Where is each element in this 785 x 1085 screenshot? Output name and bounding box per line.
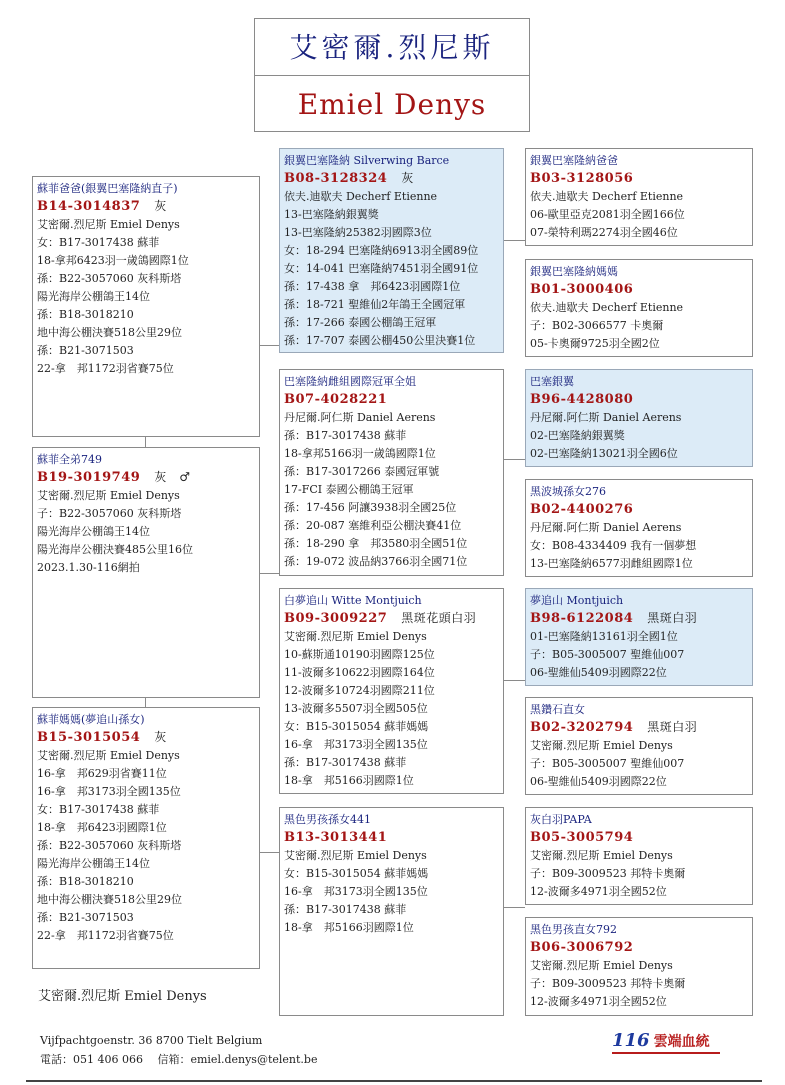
card-line: 16-拿 邦3173羽全國135位	[284, 738, 428, 751]
card-line: 孫：B17-3017438 蘇菲	[284, 756, 407, 769]
card-line: 子：B09-3009523 邦特卡奧爾	[530, 867, 686, 880]
ring-number: B03-3128056	[530, 171, 634, 186]
ring-number: B14-3014837 灰	[37, 199, 167, 214]
card-line: 子：B05-3005007 聖維仙007	[530, 648, 685, 661]
card-line: 2023.1.30-116網拍	[37, 561, 140, 574]
connector-line	[504, 459, 525, 460]
card-line: 孫：17-707 泰國公棚450公里決賽1位	[284, 334, 476, 347]
card-line: 02-巴塞隆納銀翼獎	[530, 429, 625, 442]
card-title: 銀翼巴塞隆納 Silverwing Barce	[284, 154, 450, 167]
ring-number: B15-3015054 灰	[37, 730, 167, 745]
card-title: 蘇菲爸爸(銀翼巴塞隆納直子)	[37, 182, 178, 195]
pedigree-card-gp4	[525, 479, 753, 577]
card-line: 16-拿 邦3173羽全國135位	[284, 885, 428, 898]
card-title: 巴塞銀翼	[530, 375, 574, 388]
card-line: 22-拿 邦1172羽省賽75位	[37, 929, 174, 942]
pedigree-card-gp5	[525, 588, 753, 686]
card-line: 艾密爾.烈尼斯 Emiel Denys	[530, 739, 673, 752]
card-title: 蘇菲全弟749	[37, 453, 102, 466]
card-title: 黑波城孫女276	[530, 485, 606, 498]
card-line: 艾密爾.烈尼斯 Emiel Denys	[284, 849, 427, 862]
ring-number: B01-3000406	[530, 282, 634, 297]
card-line: 艾密爾.烈尼斯 Emiel Denys	[37, 749, 180, 762]
card-line: 18-拿 邦5166羽國際1位	[284, 774, 414, 787]
pedigree-card-dam	[279, 369, 504, 576]
card-line: 陽光海岸公棚決賽485公里16位	[37, 543, 193, 556]
ring-number: B13-3013441	[284, 830, 388, 845]
connector-line	[504, 240, 525, 241]
ring-number: B02-3202794 黑斑白羽	[530, 720, 698, 735]
card-line: 子：B02-3066577 卡奧爾	[530, 319, 664, 332]
card-line: 丹尼爾.阿仁斯 Daniel Aerens	[284, 411, 436, 424]
pedigree-card-gp1	[525, 148, 753, 246]
card-line: 孫：B17-3017438 蘇菲	[284, 429, 407, 442]
card-line: 05-卡奧爾9725羽全國2位	[530, 337, 660, 350]
breeder-signature: 艾密爾.烈尼斯 Emiel Denys	[38, 989, 207, 1004]
card-title: 巴塞隆納雌組國際冠軍全姐	[284, 375, 416, 388]
card-line: 孫：B21-3071503	[37, 911, 134, 924]
ring-number: B96-4428080	[530, 392, 634, 407]
card-line: 孫：B18-3018210	[37, 308, 134, 321]
card-line: 依夫.迪歇夫 Decherf Etienne	[530, 190, 684, 203]
card-line: 13-巴塞隆納6577羽雌組國際1位	[530, 557, 693, 570]
ring-number: B07-4028221	[284, 392, 388, 407]
pedigree-card-mate-dam	[279, 807, 504, 1016]
card-line: 孫：17-438 拿 邦6423羽國際1位	[284, 280, 461, 293]
card-line: 13-巴塞隆納25382羽國際3位	[284, 226, 432, 239]
card-line: 丹尼爾.阿仁斯 Daniel Aerens	[530, 411, 682, 424]
card-line: 孫：17-266 泰國公棚鴿王冠軍	[284, 316, 437, 329]
card-line: 女：B08-4334409 我有一個夢想	[530, 539, 697, 552]
card-title: 黑色男孩直女792	[530, 923, 617, 936]
pedigree-card-gp2	[525, 259, 753, 357]
card-line: 艾密爾.烈尼斯 Emiel Denys	[530, 959, 673, 972]
card-line: 女：B17-3017438 蘇菲	[37, 236, 160, 249]
pedigree-card-sire	[279, 148, 504, 353]
ring-number: B09-3009227 黑斑花頭白羽	[284, 611, 477, 626]
card-line: 孫：B22-3057060 灰科斯塔	[37, 272, 182, 285]
card-title: 黑鑽石直女	[530, 703, 585, 716]
pedigree-card-sibling	[32, 447, 260, 698]
card-line: 16-拿 邦3173羽全國135位	[37, 785, 181, 798]
footer-address: Vijfpachtgoenstr. 36 8700 Tielt Belgium	[40, 1034, 263, 1047]
card-line: 孫：18-290 拿 邦3580羽全國51位	[284, 537, 468, 550]
connector-line	[260, 852, 279, 853]
card-line: 13-波爾多5507羽全國505位	[284, 702, 428, 715]
card-line: 02-巴塞隆納13021羽全國6位	[530, 447, 678, 460]
bottom-divider	[26, 1080, 762, 1082]
card-line: 16-拿 邦629羽省賽11位	[37, 767, 167, 780]
card-line: 艾密爾.烈尼斯 Emiel Denys	[284, 630, 427, 643]
header-name-english: Emiel Denys	[254, 75, 530, 132]
connector-line	[260, 345, 279, 346]
card-line: 丹尼爾.阿仁斯 Daniel Aerens	[530, 521, 682, 534]
card-line: 06-聖維仙5409羽國際22位	[530, 775, 667, 788]
footer-contact: 電話：051 406 066 信箱：emiel.denys@telent.be	[40, 1053, 318, 1066]
card-line: 18-拿 邦5166羽國際1位	[284, 921, 414, 934]
card-title: 銀翼巴塞隆納媽媽	[530, 265, 618, 278]
card-line: 孫：19-072 波品納3766羽全國71位	[284, 555, 468, 568]
card-line: 18-拿邦5166羽一歲鴿國際1位	[284, 447, 436, 460]
card-line: 12-波爾多4971羽全國52位	[530, 885, 667, 898]
card-line: 地中海公棚決賽518公里29位	[37, 893, 182, 906]
card-line: 孫：B21-3071503	[37, 344, 134, 357]
logo-underline	[612, 1052, 720, 1054]
pedigree-card-mate-sire	[279, 588, 504, 794]
card-line: 12-波爾多10724羽國際211位	[284, 684, 435, 697]
ring-number: B19-3019749 灰 ♂	[37, 470, 191, 485]
card-line: 01-巴塞隆納13161羽全國1位	[530, 630, 678, 643]
card-line: 子：B09-3009523 邦特卡奧爾	[530, 977, 686, 990]
card-line: 孫：B17-3017438 蘇菲	[284, 903, 407, 916]
ring-number: B08-3128324 灰	[284, 171, 414, 186]
ring-number: B05-3005794	[530, 830, 634, 845]
connector-line	[504, 680, 525, 681]
card-line: 13-巴塞隆納銀翼獎	[284, 208, 379, 221]
card-line: 依夫.迪歇夫 Decherf Etienne	[530, 301, 684, 314]
header-name-chinese: 艾密爾.烈尼斯	[254, 18, 530, 76]
card-line: 孫：B22-3057060 灰科斯塔	[37, 839, 182, 852]
card-title: 白夢追山 Witte Montjuich	[284, 594, 422, 607]
card-line: 女：14-041 巴塞隆納7451羽全國91位	[284, 262, 479, 275]
card-line: 12-波爾多4971羽全國52位	[530, 995, 667, 1008]
pedigree-card-gp8	[525, 917, 753, 1016]
card-line: 孫：B18-3018210	[37, 875, 134, 888]
card-line: 22-拿 邦1172羽省賽75位	[37, 362, 174, 375]
card-line: 女：B15-3015054 蘇菲媽媽	[284, 720, 429, 733]
card-line: 艾密爾.烈尼斯 Emiel Denys	[37, 489, 180, 502]
connector-line	[504, 907, 525, 908]
card-line: 艾密爾.烈尼斯 Emiel Denys	[37, 218, 180, 231]
card-line: 女：18-294 巴塞隆納6913羽全國89位	[284, 244, 479, 257]
connector-line	[145, 437, 146, 447]
card-line: 艾密爾.烈尼斯 Emiel Denys	[530, 849, 673, 862]
card-line: 子：B22-3057060 灰科斯塔	[37, 507, 182, 520]
pedigree-card-gp3	[525, 369, 753, 467]
card-line: 孫：17-456 阿讓3938羽全國25位	[284, 501, 457, 514]
card-line: 07-榮特利瑪2274羽全國46位	[530, 226, 678, 239]
card-line: 10-蘇斯通10190羽國際125位	[284, 648, 435, 661]
pedigree-card-subject	[32, 176, 260, 437]
card-title: 夢追山 Montjuich	[530, 594, 624, 607]
card-line: 17-FCI 泰國公棚鴿王冠軍	[284, 483, 414, 496]
card-line: 孫：B17-3017266 泰國冠軍號	[284, 465, 440, 478]
card-title: 蘇菲媽媽(夢追山孫女)	[37, 713, 145, 726]
pedigree-card-gp7	[525, 807, 753, 905]
card-line: 地中海公棚決賽518公里29位	[37, 326, 182, 339]
card-line: 陽光海岸公棚鴿王14位	[37, 857, 150, 870]
ring-number: B06-3006792	[530, 940, 634, 955]
card-line: 子：B05-3005007 聖維仙007	[530, 757, 685, 770]
ring-number: B98-6122084 黑斑白羽	[530, 611, 698, 626]
card-line: 陽光海岸公棚鴿王14位	[37, 525, 150, 538]
card-line: 11-波爾多10622羽國際164位	[284, 666, 435, 679]
card-line: 06-歐里亞克2081羽全國166位	[530, 208, 685, 221]
brand-logo	[612, 1030, 710, 1051]
card-line: 06-聖維仙5409羽國際22位	[530, 666, 667, 679]
ring-number: B02-4400276	[530, 502, 634, 517]
card-title: 黑色男孩孫女441	[284, 813, 371, 826]
card-line: 孫：18-721 聖維仙2年鴿王全國冠軍	[284, 298, 466, 311]
card-line: 女：B17-3017438 蘇菲	[37, 803, 160, 816]
logo-number: 116	[612, 1030, 650, 1051]
card-line: 女：B15-3015054 蘇菲媽媽	[284, 867, 429, 880]
card-line: 18-拿 邦6423羽國際1位	[37, 821, 167, 834]
card-line: 18-拿邦6423羽一歲鴿國際1位	[37, 254, 189, 267]
card-line: 依夫.迪歇夫 Decherf Etienne	[284, 190, 438, 203]
card-line: 孫：20-087 塞維利亞公棚決賽41位	[284, 519, 462, 532]
pedigree-card-gp6	[525, 697, 753, 795]
logo-text: 雲端血統	[653, 1034, 710, 1050]
card-line: 陽光海岸公棚鴿王14位	[37, 290, 150, 303]
connector-line	[145, 698, 146, 707]
card-title: 灰白羽PAPA	[530, 813, 592, 826]
connector-line	[260, 573, 279, 574]
card-title: 銀翼巴塞隆納爸爸	[530, 154, 618, 167]
pedigree-card-mate	[32, 707, 260, 969]
